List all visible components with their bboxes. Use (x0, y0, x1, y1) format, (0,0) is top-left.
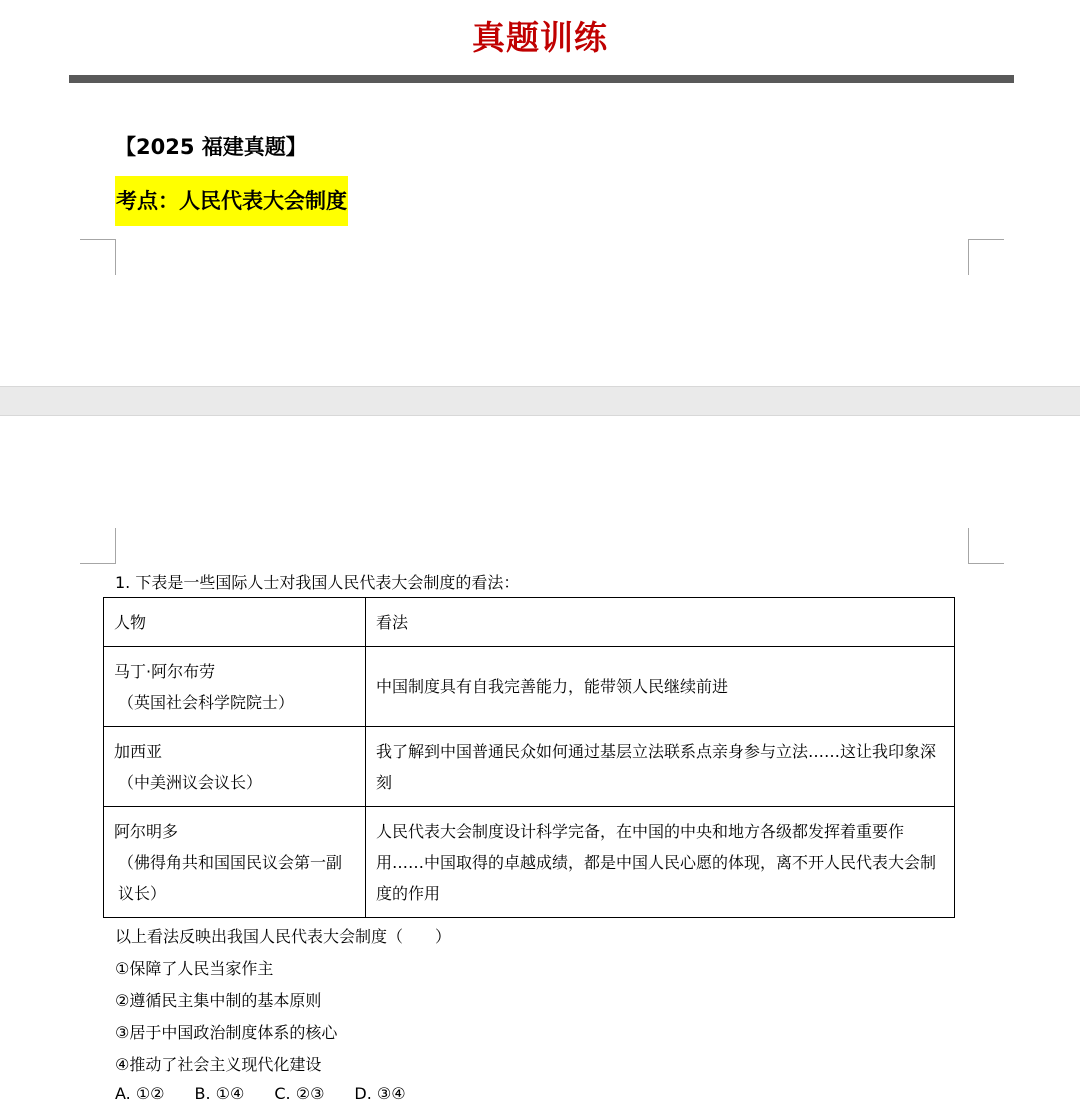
statement-item: ④推动了社会主义现代化建设 (115, 1055, 322, 1074)
crop-mark-bottom-left (80, 528, 116, 564)
person-cell (104, 727, 366, 807)
answer-choices (115, 1084, 436, 1103)
choice-c: C. ②③ (274, 1084, 325, 1103)
view-cell: 我了解到中国普通民众如何通过基层立法联系点亲身参与立法……这让我印象深刻 (366, 727, 955, 807)
person-name: 阿尔明多 (114, 821, 179, 841)
choice-a: A. ①② (115, 1084, 165, 1103)
statement-item: ①保障了人民当家作主 (115, 959, 274, 978)
table-header-row (104, 598, 955, 647)
view-cell: 人民代表大会制度设计科学完备，在中国的中央和地方各级都发挥着重要作用……中国取得的卓越成绩，都是中国人民心愿的体现，离不开人民代表大会制度的作用 (366, 807, 955, 918)
view-cell: 中国制度具有自我完善能力，能带领人民继续前进 (366, 647, 955, 727)
person-title: （佛得角共和国国民议会第一副议长） (118, 852, 343, 903)
statement-item: ②遵循民主集中制的基本原则 (115, 991, 322, 1010)
table-header-person: 人物 (104, 598, 366, 647)
statement-item: ③居于中国政治制度体系的核心 (115, 1023, 338, 1042)
person-name: 加西亚 (114, 741, 163, 761)
document-page-1 (0, 0, 1080, 386)
person-title: （中美洲议会议长） (118, 772, 263, 792)
table-row (104, 727, 955, 807)
person-title: （英国社会科学院院士） (118, 692, 295, 712)
title-divider (69, 75, 1014, 83)
choice-b: B. ①④ (194, 1084, 245, 1103)
document-page-2 (0, 416, 1080, 1103)
document-title: 真题训练 (472, 18, 608, 57)
table-row (104, 807, 955, 918)
opinion-table (103, 597, 955, 918)
page-separator (0, 386, 1080, 416)
person-cell (104, 807, 366, 918)
topic-highlight: 考点：人民代表大会制度 (115, 176, 348, 226)
choice-d: D. ③④ (354, 1084, 406, 1103)
crop-mark-top-right (968, 239, 1004, 275)
person-name: 马丁·阿尔布劳 (114, 661, 216, 681)
person-cell (104, 647, 366, 727)
table-row (104, 647, 955, 727)
exam-source-heading: 【2025 福建真题】 (115, 135, 307, 159)
crop-mark-top-left (80, 239, 116, 275)
table-header-view: 看法 (366, 598, 955, 647)
question-stem: 1. 下表是一些国际人士对我国人民代表大会制度的看法： (115, 573, 520, 592)
question-prompt: 以上看法反映出我国人民代表大会制度（ ） (115, 927, 452, 946)
crop-mark-bottom-right (968, 528, 1004, 564)
